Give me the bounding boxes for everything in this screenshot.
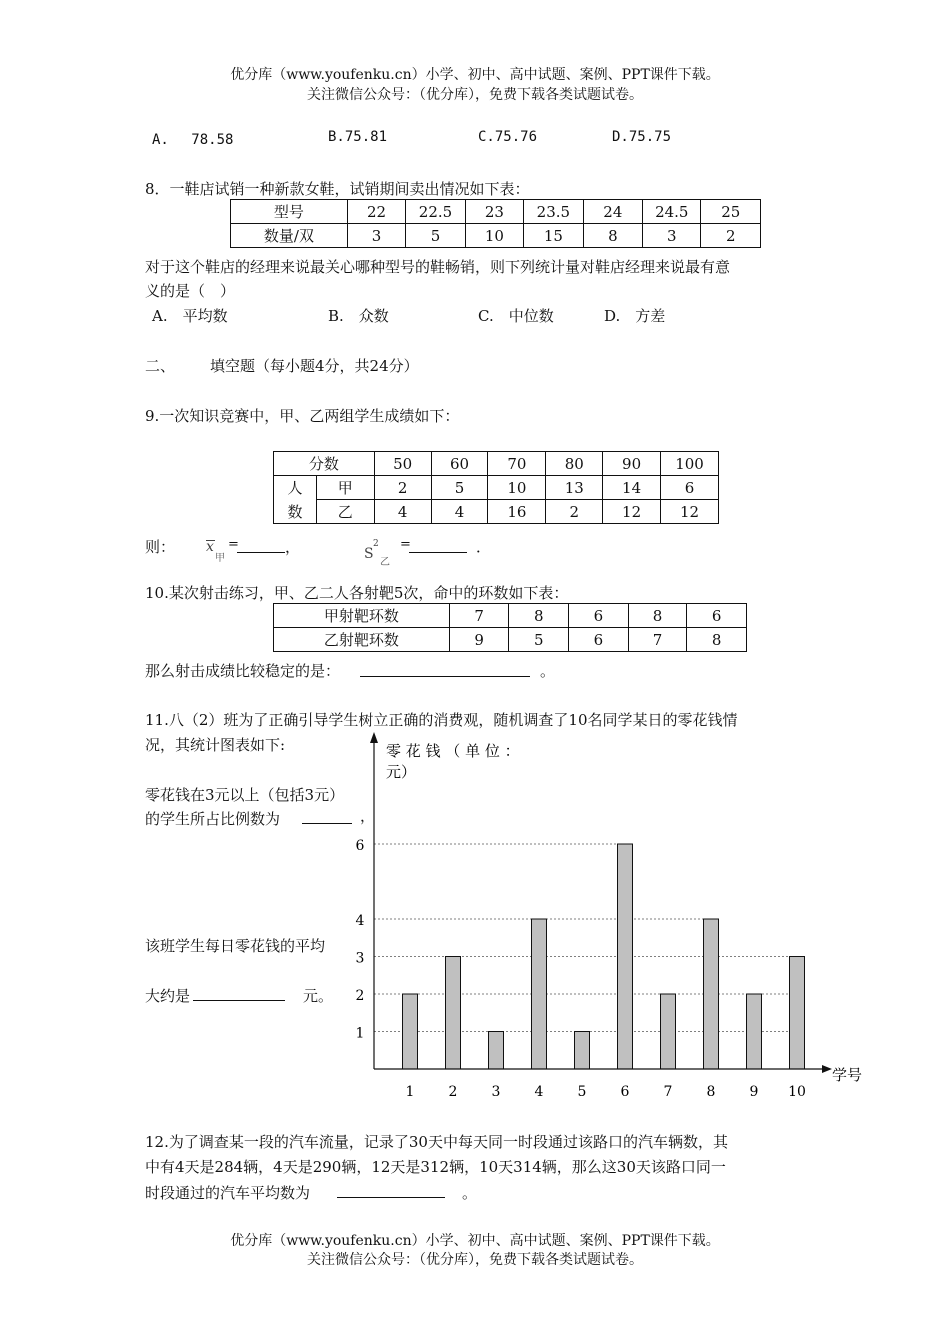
table-cell: 5 [509, 628, 569, 652]
comma: ， [285, 538, 301, 556]
table-row-label: 型号 [231, 200, 348, 224]
table-cell: 70 [488, 452, 546, 476]
table-row-label: 乙 [316, 500, 374, 524]
x-tick-label: 5 [577, 1084, 587, 1100]
table-cell: 8 [509, 604, 569, 628]
q10-answer-suffix: 。 [540, 662, 556, 680]
q11-left-line-2-suffix: ， [360, 807, 376, 825]
bar-student-1 [403, 994, 418, 1069]
bar-student-9 [747, 994, 762, 1069]
table-cell: 12 [603, 500, 661, 524]
table-row-label: 乙射靶环数 [274, 628, 450, 652]
q8-text-line-1: 对于这个鞋店的经理来说最关心哪种型号的鞋畅销，则下列统计量对鞋店经理来说最有意 [145, 258, 731, 276]
variance-subscript: 乙 [380, 557, 390, 568]
q8-option-a: A. 平均数 [152, 307, 228, 325]
q8-option-b: B. 众数 [328, 307, 389, 325]
section-title: 填空题（每小题4分，共24分） [210, 357, 419, 375]
equals-sign: = [228, 537, 239, 552]
equals-sign: = [400, 537, 411, 552]
q8-stem: 8．一鞋店试销一种新款女鞋，试销期间卖出情况如下表： [145, 180, 530, 198]
x-tick-label: 7 [663, 1084, 673, 1100]
table-row-label: 甲 [316, 476, 374, 500]
table-cell: 6 [661, 476, 719, 500]
q11-left-line-3: 该班学生每日零花钱的平均 [145, 937, 326, 955]
table-cell: 5 [431, 476, 488, 500]
y-tick-label: 3 [355, 950, 365, 967]
table-row-label: 甲射靶环数 [274, 604, 450, 628]
q9-then: 则： [145, 538, 176, 556]
table-row-label: 数量/双 [231, 224, 348, 248]
y-axis-label-line-1: 零 花 钱 （ 单 位 ： [386, 742, 520, 760]
q11-left-line-4-suffix: 元。 [303, 987, 334, 1005]
table-cell: 8 [687, 628, 747, 652]
table-cell: 3 [643, 224, 701, 248]
table-cell: 2 [701, 224, 761, 248]
q9-stem: 9.一次知识竞赛中，甲、乙两组学生成绩如下： [145, 407, 460, 425]
x-axis-label: 学号 [832, 1066, 863, 1084]
header-line-2: 关注微信公众号：（优分库），免费下载各类试题试卷。 [307, 87, 643, 103]
bar-student-5 [575, 1032, 590, 1070]
q7-option-a: A. 78.58 [152, 132, 234, 148]
y-tick-label: 4 [355, 913, 365, 929]
footer-line-1: 优分库（www.youfenku.cn）小学、初中、高中试题、案例、PPT课件下载。 [230, 1233, 720, 1249]
x-tick-label: 9 [749, 1084, 759, 1100]
table-cell: 23 [465, 200, 523, 224]
table-cell: 4 [374, 500, 431, 524]
q11-left-line-4: 大约是 [145, 987, 191, 1005]
mean-subscript: 甲 [215, 553, 225, 564]
table-cell: 24 [583, 200, 642, 224]
table-cell: 24.5 [643, 200, 701, 224]
header-line-1: 优分库（www.youfenku.cn）小学、初中、高中试题、案例、PPT课件下载。 [230, 67, 720, 83]
table-cell: 13 [546, 476, 603, 500]
y-tick-label: 6 [355, 838, 365, 854]
table-cell: 100 [661, 452, 719, 476]
q12-line-2: 中有4天是284辆，4天是290辆，12天是312辆，10天314辆，那么这30天该路口同一 [145, 1158, 726, 1176]
q8-text-line-2: 义的是（ ） [145, 282, 236, 300]
answer-blank-q12[interactable] [337, 1197, 445, 1198]
q12-line-3-suffix: 。 [462, 1184, 478, 1202]
table-cell: 80 [546, 452, 603, 476]
y-tick-label: 2 [355, 988, 365, 1004]
x-tick-label: 3 [491, 1084, 501, 1100]
table-row-label: 分数 [274, 452, 375, 476]
bar-student-6 [618, 844, 633, 1069]
bar-student-7 [661, 994, 676, 1069]
q10-stem: 10.某次射击练习，甲、乙二人各射靶5次，命中的环数如下表： [145, 584, 569, 602]
table-cell: 3 [347, 224, 405, 248]
variance-superscript: 2 [373, 539, 379, 549]
section-number: 二、 [145, 357, 176, 375]
footer-line-2: 关注微信公众号：（优分库），免费下载各类试题试卷。 [307, 1252, 643, 1268]
table-row-label: 数 [274, 500, 317, 524]
x-tick-label: 8 [706, 1084, 716, 1100]
bar-student-3 [489, 1032, 504, 1070]
bar-student-8 [704, 919, 719, 1069]
q7-option-d: D.75.75 [612, 129, 672, 145]
x-tick-label: 10 [788, 1084, 806, 1100]
table-cell: 6 [569, 604, 629, 628]
q11-left-line-1: 零花钱在3元以上（包括3元） [145, 786, 345, 804]
table-cell: 6 [569, 628, 629, 652]
table-cell: 12 [661, 500, 719, 524]
bar-student-10 [790, 957, 805, 1070]
y-tick-label: 1 [355, 1025, 365, 1042]
q11-stem-line-1: 11.八（2）班为了正确引导学生树立正确的消费观，随机调查了10名同学某日的零花钱情 [145, 711, 738, 729]
table-cell: 2 [374, 476, 431, 500]
bar-student-2 [446, 957, 461, 1070]
q11-left-line-2: 的学生所占比例数为 [145, 810, 281, 828]
table-cell: 90 [603, 452, 661, 476]
table-cell: 25 [701, 200, 761, 224]
x-tick-label: 1 [405, 1084, 415, 1100]
q7-option-b: B.75.81 [328, 129, 388, 145]
q12-line-3-prefix: 时段通过的汽车平均数为 [145, 1184, 311, 1202]
table-cell: 60 [431, 452, 488, 476]
table-cell: 5 [406, 224, 465, 248]
q8-option-d: D. 方差 [604, 307, 666, 325]
table-cell: 22 [347, 200, 405, 224]
y-axis-arrow [370, 732, 378, 743]
table-cell: 15 [524, 224, 583, 248]
table-cell: 10 [465, 224, 523, 248]
table-cell: 8 [583, 224, 642, 248]
q7-option-c: C.75.76 [478, 129, 538, 145]
period: ． [476, 538, 492, 556]
x-axis-arrow [822, 1065, 832, 1073]
table-cell: 2 [546, 500, 603, 524]
table-cell: 16 [488, 500, 546, 524]
table-cell: 50 [374, 452, 431, 476]
bar-student-4 [532, 919, 547, 1069]
q8-option-c: C. 中位数 [478, 307, 554, 325]
variance-symbol: S [364, 546, 374, 562]
table-cell: 23.5 [524, 200, 583, 224]
table-cell: 9 [449, 628, 509, 652]
table-cell: 14 [603, 476, 661, 500]
x-tick-label: 2 [448, 1084, 458, 1100]
x-tick-label: 4 [534, 1084, 544, 1100]
table-cell: 6 [687, 604, 747, 628]
y-axis-label-line-2: 元） [386, 763, 417, 781]
table-cell: 22.5 [406, 200, 465, 224]
mean-symbol: x [206, 539, 214, 555]
table-row-label: 人 [274, 476, 317, 500]
table-cell: 7 [628, 628, 687, 652]
table-cell: 7 [449, 604, 509, 628]
q10-answer-prefix: 那么射击成绩比较稳定的是： [145, 662, 341, 680]
table-cell: 10 [488, 476, 546, 500]
table-cell: 8 [628, 604, 687, 628]
table-cell: 4 [431, 500, 488, 524]
q12-line-1: 12.为了调查某一段的汽车流量，记录了30天中每天同一时段通过该路口的汽车辆数，其 [145, 1133, 728, 1151]
x-tick-label: 6 [620, 1084, 630, 1100]
q11-stem-line-2: 况，其统计图表如下: [145, 736, 286, 754]
